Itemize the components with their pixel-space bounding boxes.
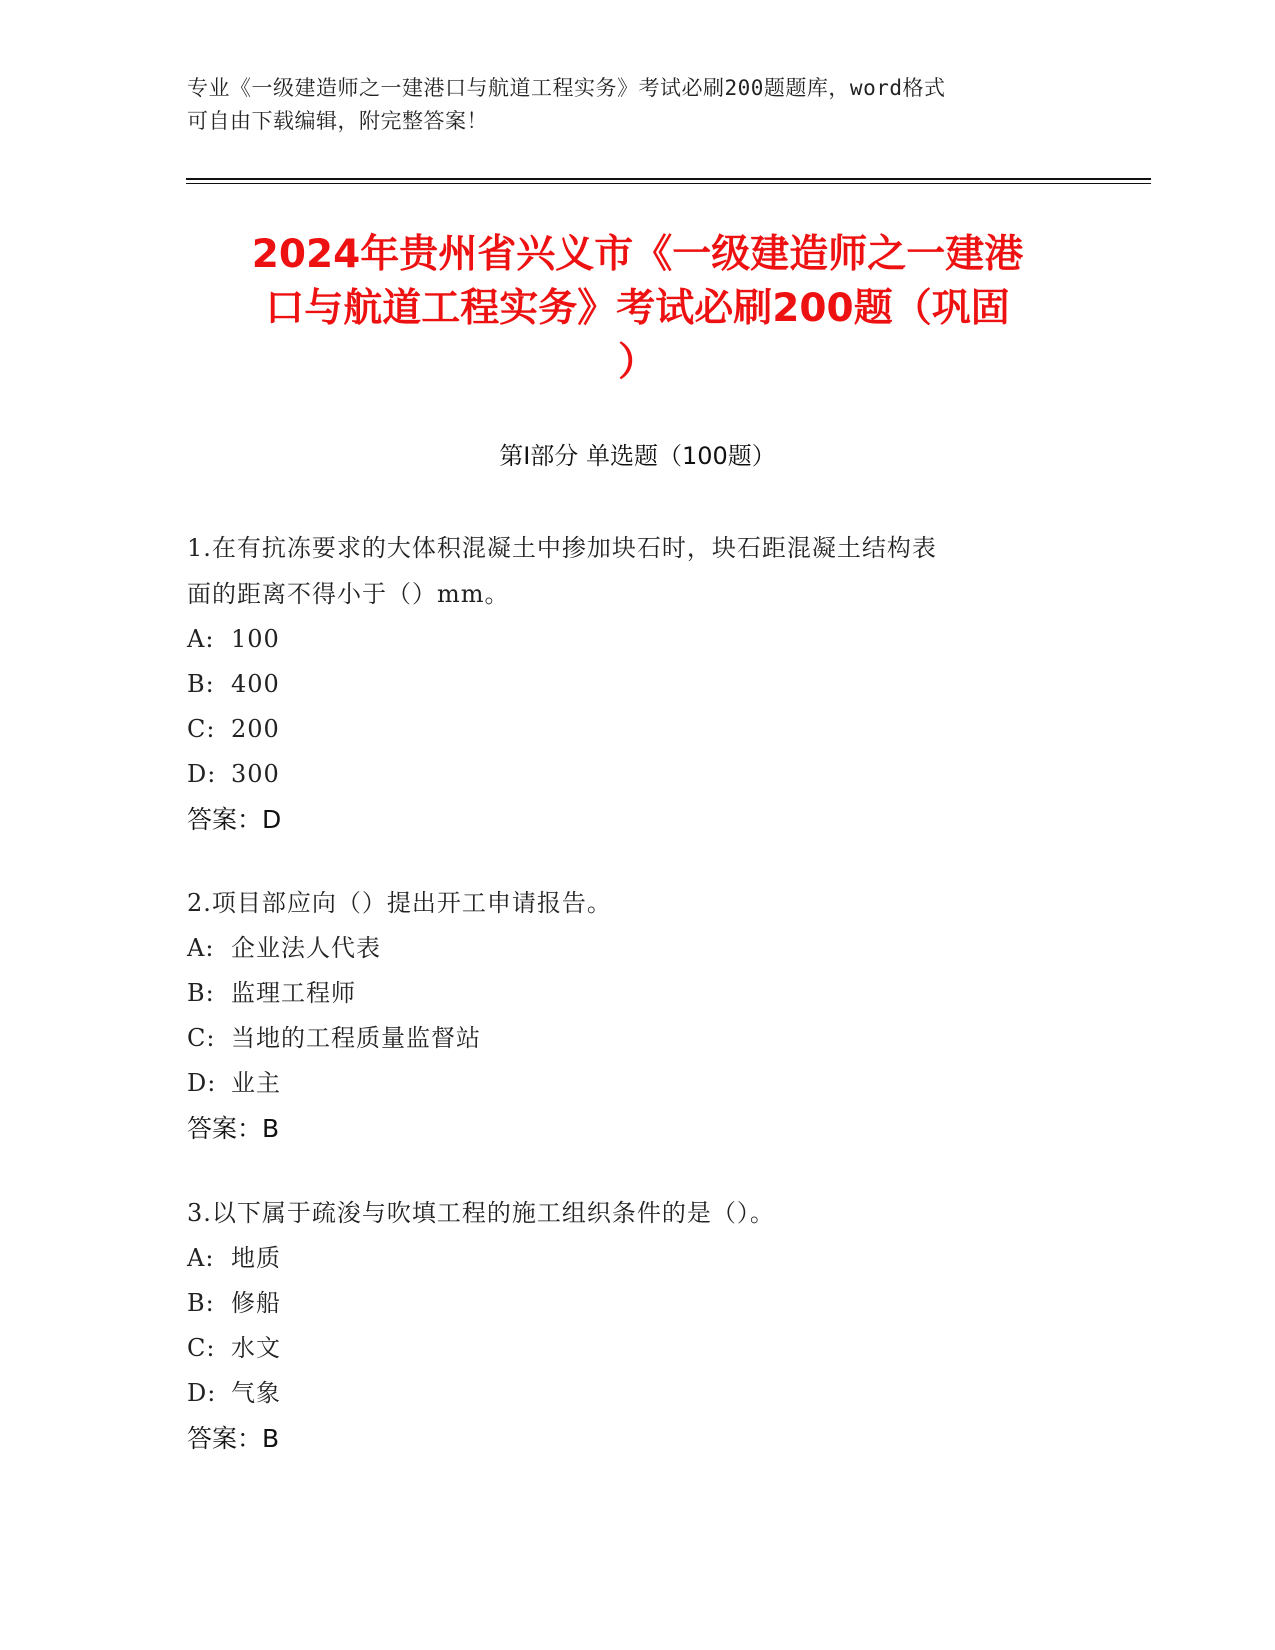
question-stem xyxy=(187,1190,1087,1236)
question-stem-line-1: 1.在有抗冻要求的大体积混凝土中掺加块石时，块石距混凝土结构表 xyxy=(187,534,937,562)
option-text: 300 xyxy=(231,760,280,788)
option-a xyxy=(187,1236,1087,1281)
option-text: 地质 xyxy=(231,1244,281,1272)
option-letter: C: xyxy=(187,715,216,743)
option-text: 监理工程师 xyxy=(231,979,356,1007)
option-a xyxy=(187,926,1087,971)
option-b xyxy=(187,1281,1087,1326)
answer-line: 答案：B xyxy=(187,1114,280,1143)
option-text: 水文 xyxy=(231,1334,281,1362)
option-text: 企业法人代表 xyxy=(231,934,381,962)
option-letter: B: xyxy=(187,670,215,698)
option-letter: A: xyxy=(187,625,215,653)
option-letter: A: xyxy=(187,1244,215,1272)
option-d xyxy=(187,1371,1087,1416)
option-letter: D: xyxy=(187,1069,217,1097)
option-letter: B: xyxy=(187,979,215,1007)
answer-line: 答案：D xyxy=(187,805,282,834)
option-text: 100 xyxy=(231,625,280,653)
question-3 xyxy=(187,1190,1087,1461)
option-letter: D: xyxy=(187,1379,217,1407)
answer-line: 答案：B xyxy=(187,1424,280,1453)
question-stem-line-1: 2.项目部应向（）提出开工申请报告。 xyxy=(187,889,612,917)
question-stem xyxy=(187,525,1087,617)
option-b xyxy=(187,971,1087,1016)
header-note-line-1: 专业《一级建造师之一建港口与航道工程实务》考试必刷200题题库，word格式 xyxy=(187,76,946,100)
option-letter: B: xyxy=(187,1289,215,1317)
option-b xyxy=(187,662,1087,707)
option-text: 200 xyxy=(231,715,280,743)
option-d xyxy=(187,1061,1087,1106)
option-c xyxy=(187,1326,1087,1371)
title-line-3: ） xyxy=(617,340,657,385)
section-heading: 第Ⅰ部分 单选题（100题） xyxy=(499,442,776,470)
header-note-line-2: 可自由下载编辑，附完整答案！ xyxy=(187,109,488,133)
option-letter: C: xyxy=(187,1024,216,1052)
header-rule-thick xyxy=(186,178,1151,180)
option-d xyxy=(187,752,1087,797)
question-stem-line-2: 面的距离不得小于（）mm。 xyxy=(187,580,510,608)
option-text: 气象 xyxy=(231,1379,281,1407)
option-text: 业主 xyxy=(231,1069,281,1097)
option-letter: A: xyxy=(187,934,215,962)
question-stem-line-1: 3.以下属于疏浚与吹填工程的施工组织条件的是（）。 xyxy=(187,1199,775,1227)
header-rule-thin xyxy=(186,183,1151,184)
question-stem xyxy=(187,880,1087,926)
option-c xyxy=(187,707,1087,752)
title-line-1: 2024年贵州省兴义市《一级建造师之一建港 xyxy=(251,232,1024,277)
option-letter: D: xyxy=(187,760,217,788)
header-note xyxy=(187,72,1087,138)
option-text: 修船 xyxy=(231,1289,281,1317)
option-c xyxy=(187,1016,1087,1061)
option-a xyxy=(187,617,1087,662)
document-title xyxy=(170,228,1105,390)
question-1 xyxy=(187,525,1087,842)
title-line-2: 口与航道工程实务》考试必刷200题（巩固 xyxy=(265,286,1010,331)
option-letter: C: xyxy=(187,1334,216,1362)
option-text: 当地的工程质量监督站 xyxy=(231,1024,481,1052)
option-text: 400 xyxy=(231,670,280,698)
question-2 xyxy=(187,880,1087,1151)
